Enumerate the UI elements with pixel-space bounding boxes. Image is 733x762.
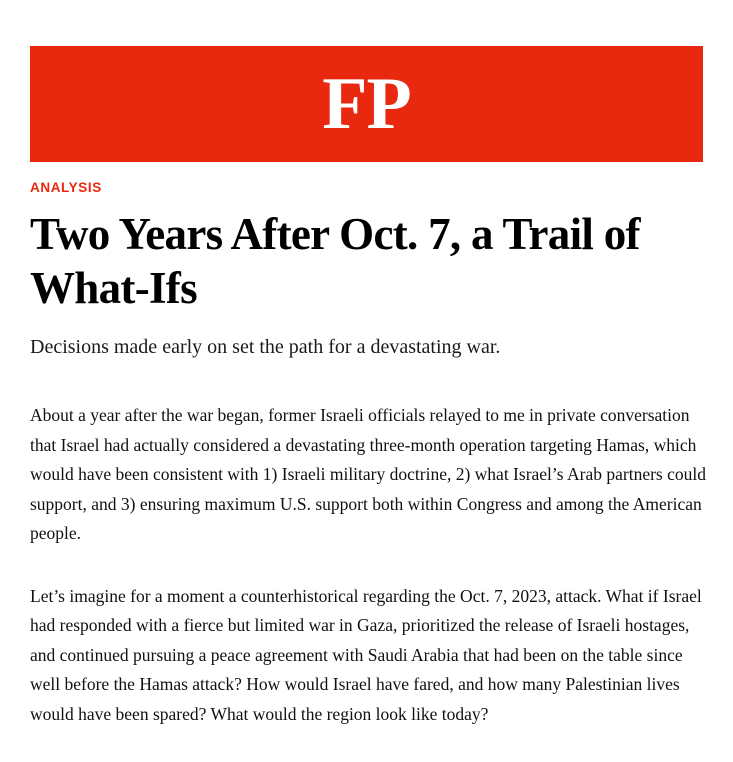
article-paragraph: Let’s imagine for a moment a counterhistorical regarding the Oct. 7, 2023, attack. What if Israel had responded with a fierce but limited war in Gaza, prioritized the release of Israeli hostages, and continued pursuing a peace agreement with Saudi Arabia that had been on the table since well before the Hamas attack? How would Israel have fared, and how many Palestinian lives would have been spared? What would the region look like today? (30, 585, 702, 724)
article-kicker[interactable]: ANALYSIS (30, 180, 102, 195)
fp-logo[interactable]: FP (322, 63, 411, 145)
site-masthead (30, 46, 703, 162)
article-paragraph: About a year after the war began, former Israeli officials relayed to me in private conversation that Israel had actually considered a devastating three-month operation targeting Hamas, which would have been consistent with 1) Israeli military doctrine, 2) what Israel’s Arab partners could support, and 3) ensuring maximum U.S. support both within Congress and among the American people. (30, 405, 706, 543)
article-dek: Decisions made early on set the path for a devastating war. (30, 336, 501, 358)
page-title: Two Years After Oct. 7, a Trail of What-Ifs (30, 209, 640, 313)
article-content (30, 180, 708, 762)
